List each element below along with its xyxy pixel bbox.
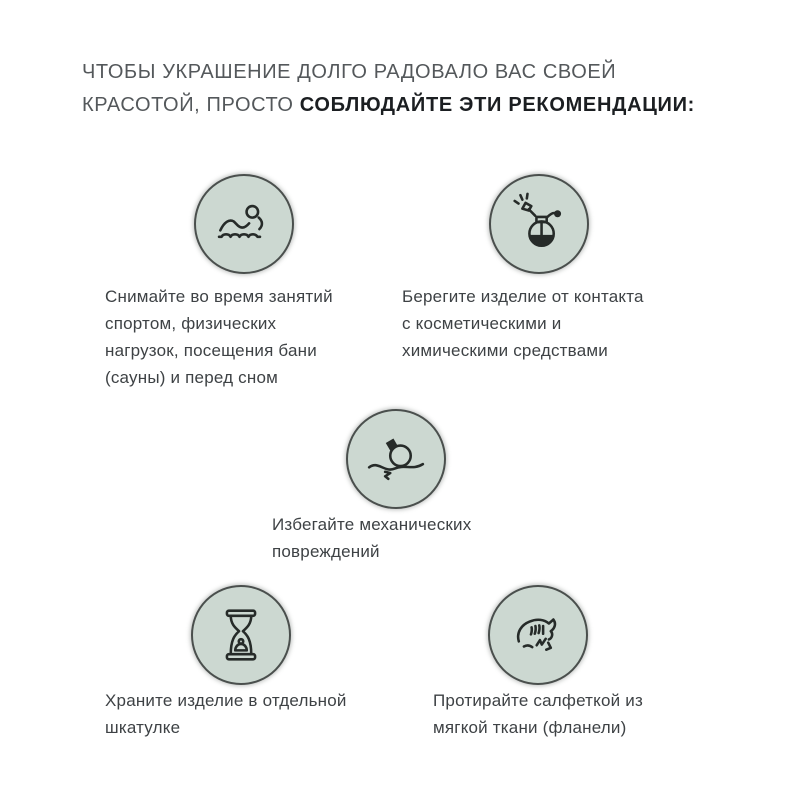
title-line2-bold: СОБЛЮДАЙТЕ ЭТИ РЕКОМЕНДАЦИИ: <box>299 94 696 116</box>
scratched-ring-icon <box>364 427 428 491</box>
title-line1: ЧТОБЫ УКРАШЕНИЕ ДОЛГО РАДОВАЛО ВАС СВОЕЙ <box>82 61 617 83</box>
swimmer-icon <box>212 192 276 256</box>
icon-circle-storage <box>191 585 291 685</box>
recommendation-text-storage: Храните изделие в отдельной шкатулке <box>105 691 347 737</box>
icon-circle-polish <box>488 585 588 685</box>
icon-circle-sport <box>194 174 294 274</box>
icon-circle-cosmetics <box>489 174 589 274</box>
polishing-hand-icon <box>506 603 570 667</box>
icon-circle-damage <box>346 409 446 509</box>
recommendation-text-damage: Избегайте механических повреждений <box>272 515 472 561</box>
page-title <box>82 56 742 122</box>
jewelry-box-icon <box>209 603 273 667</box>
recommendation-text-polish: Протирайте салфеткой из мягкой ткани (фланели) <box>433 691 643 737</box>
title-line2-regular: КРАСОТОЙ, ПРОСТО <box>82 94 300 116</box>
recommendation-text-cosmetics: Берегите изделие от контакта с косметическими и химическими средствами <box>402 287 644 360</box>
perfume-atomizer-icon <box>507 192 571 256</box>
recommendation-text-sport: Снимайте во время занятий спортом, физических нагрузок, посещения бани (сауны) и перед сном <box>105 287 333 387</box>
